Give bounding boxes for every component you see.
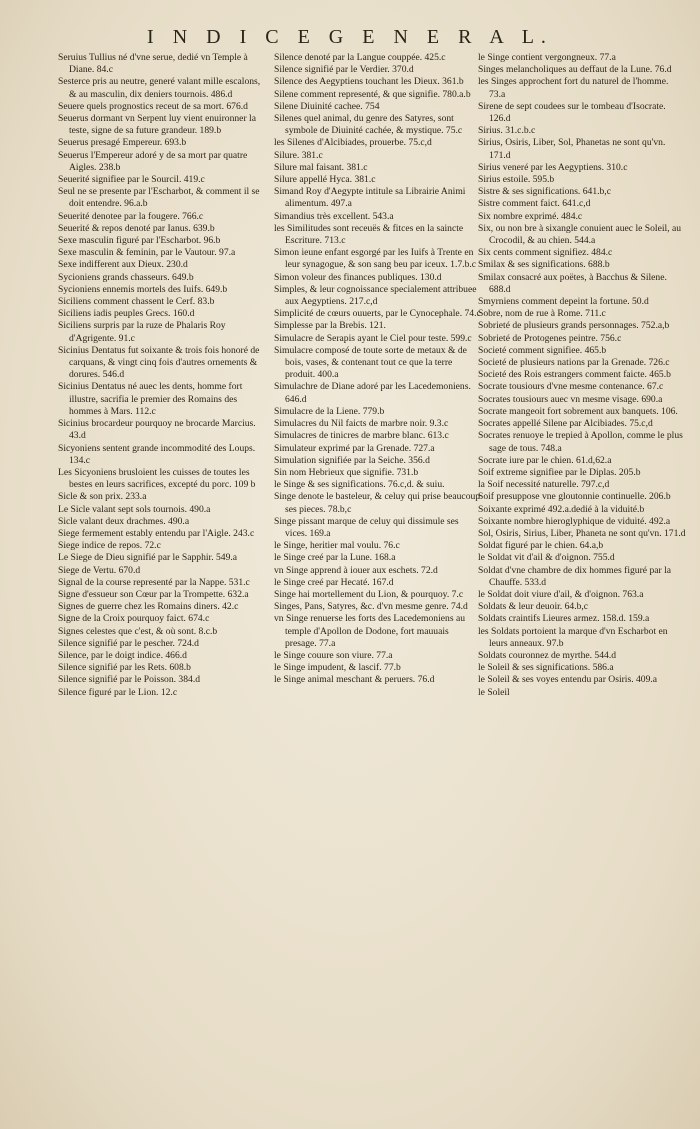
index-entry: Le Sicle valant sept sols tournois. 490.a [58, 503, 211, 515]
index-entry: Simand Roy d'Aegypte intitule sa Librairie Animi alimentum. 497.a [274, 186, 466, 210]
index-entry: le Singe creé par la Lune. 168.a [274, 552, 396, 564]
index-entry: le Singe impudent, & lascif. 77.b [274, 662, 401, 674]
index-entry: Simulacre de la Liene. 779.b [274, 405, 385, 417]
index-entry: Seul ne se presente par l'Escharbot, & comment il se doit entendre. 96.a.b [58, 186, 260, 210]
index-entry: Silene comment representé, & que signifie. 780.a.b [274, 88, 471, 100]
index-entry: Sobrieté de Protogenes peintre. 756.c [478, 332, 622, 344]
index-entry: Singe pissant marque de celuy qui dissimule ses vices. 169.a [274, 515, 459, 539]
index-entry: Smilax consacré aux poëtes, à Bacchus & Silene. 688.d [478, 271, 667, 295]
index-entry: le Singe animal meschant & peruers. 76.d [274, 674, 435, 686]
index-entry: la Soif necessité naturelle. 797.c,d [478, 479, 610, 491]
index-column-middle [274, 52, 482, 1112]
index-entry: Signes celestes que c'est, & où sont. 8.c.b [58, 625, 218, 637]
index-entry: Societé comment signifiee. 465.b [478, 344, 607, 356]
index-entry: Sistre & ses significations. 641.b,c [478, 186, 611, 198]
index-entry: Silence, par le doigt indice. 466.d [58, 649, 187, 661]
index-entry: Silure. 381.c [274, 149, 323, 161]
index-entry: Silence signifié par le pescher. 724.d [58, 637, 199, 649]
index-entry: Siciliens iadis peuples Grecs. 160.d [58, 308, 195, 320]
index-entry: Simandius très excellent. 543.a [274, 210, 394, 222]
index-entry: Seuerité signifiee par le Sourcil. 419.c [58, 174, 205, 186]
index-entry: Sicinius Dentatus né auec les dents, homme fort illustre, sacrifia le premier des Romains des hommes à Mars. 112.c [58, 381, 243, 417]
index-entry: Singes melancholiques au deffaut de la Lune. 76.d [478, 64, 672, 76]
index-entry: Signe de la Croix pourquoy faict. 674.c [58, 613, 210, 625]
index-entry: Societé de plusieurs nations par la Grenade. 726.c [478, 357, 670, 369]
index-entry: Silenes quel animal, du genre des Satyres, sont symbole de Diuinité cachée, & mystique. 75.c [274, 113, 463, 137]
index-entry: Seuerité & repos denoté par Ianus. 639.b [58, 222, 215, 234]
index-entry: Simulacre de Serapis ayant le Ciel pour teste. 599.c [274, 332, 472, 344]
index-entry: Soldats couronnez de myrthe. 544.d [478, 649, 617, 661]
index-entry: vn Singe renuerse les forts des Lacedemoniens au temple d'Apollon de Dodone, fort mauuais presage. 77.a [274, 613, 466, 649]
index-entry: Seuerus presagé Empereur. 693.b [58, 137, 187, 149]
index-entry: Soif presuppose vne gloutonnie continuelle. 206.b [478, 491, 671, 503]
index-entry: Sirius veneré par les Aegyptiens. 310.c [478, 161, 628, 173]
index-entry: Singe hai mortellement du Lion, & pourquoy. 7.c [274, 588, 464, 600]
index-entry: Siege fermement estably entendu par l'Aigle. 243.c [58, 527, 255, 539]
index-entry: Simulacres du Nil faicts de marbre noir. 9.3.c [274, 418, 449, 430]
index-entry: Simon voleur des finances publiques. 130.d [274, 271, 442, 283]
index-entry: Simulateur exprimé par la Grenade. 727.a [274, 442, 435, 454]
index-entry: Socrate iure par le chien. 61.d,62.a [478, 454, 612, 466]
index-entry: Soixante nombre hieroglyphique de viduité. 492.a [478, 515, 671, 527]
index-entry: Simon ieune enfant esgorgé par les Iuifs à Trente en leur synagogue, & son sang beu par iceux. 1.7.b.c [274, 247, 477, 271]
index-entry: Soldats & leur deuoir. 64.b,c [478, 601, 589, 613]
index-entry: Silene Diuinité cachee. 754 [274, 100, 380, 112]
index-entry: le Singe contient vergongneux. 77.a [478, 52, 616, 63]
index-entry: Seuere quels prognostics receut de sa mort. 676.d [58, 100, 248, 112]
index-entry: Le Siege de Dieu signifié par le Sapphir. 549.a [58, 552, 238, 564]
index-entry: Silence signifié par le Verdier. 370.d [274, 64, 414, 76]
index-entry: Seuerité denotee par la fougere. 766.c [58, 210, 204, 222]
index-entry: Soif extreme signifiee par le Diplas. 205.b [478, 466, 641, 478]
index-entry: les Silenes d'Alcibiades, prouerbe. 75.c,d [274, 137, 432, 149]
index-entry: le Soldat vit d'ail & d'oignon. 755.d [478, 552, 615, 564]
index-entry: Simulation signifiée par la Seiche. 356.d [274, 454, 430, 466]
index-entry: Sicle & son prix. 233.a [58, 491, 147, 503]
index-entry: le Soleil & ses voyes entendu par Osiris. 409.a [478, 674, 658, 686]
index-entry: Silence signifié par le Poisson. 384.d [58, 674, 201, 686]
index-entry: Socrate tousiours d'vne mesme contenance. 67.c [478, 381, 664, 393]
index-entry: Siege de Vertu. 670.d [58, 564, 141, 576]
index-entry: Soldat d'vne chambre de dix hommes figuré par la Chauffe. 533.d [478, 564, 672, 588]
index-entry: Simulacres de tinicres de marbre blanc. 613.c [274, 430, 449, 442]
index-entry: Simplicité de cœurs ouuerts, par le Cynocephale. 74.c [274, 308, 481, 320]
index-entry: Six cents comment signifiez. 484.c [478, 247, 613, 259]
index-entry: Singe denote le basteleur, & celuy qui prise beaucoup ses pieces. 78.b,c [274, 491, 481, 515]
index-entry: Sobrieté de plusieurs grands personnages. 752.a,b [478, 320, 670, 332]
index-entry: le Singe creé par Hecaté. 167.d [274, 576, 394, 588]
index-entry: Silure mal faisant. 381.c [274, 161, 368, 173]
index-entry: Sol, Osiris, Sirius, Liber, Phaneta ne sont qu'vn. 171.d [478, 527, 686, 539]
index-entry: Signal de la course representé par la Nappe. 531.c [58, 576, 250, 588]
index-entry: Sycioniens grands chasseurs. 649.b [58, 271, 194, 283]
index-entry: Sirius, Osiris, Liber, Sol, Phanetas ne sont qu'vn. 171.d [478, 137, 666, 161]
index-entry: Simulacre composé de toute sorte de metaux & de bois, vases, & contenant tout ce que la terre produit. 400.a [274, 344, 467, 381]
index-entry: Sirius. 31.c.b.c [478, 125, 536, 137]
index-entry: Simplesse par la Brebis. 121. [274, 320, 386, 332]
index-entry: Seruius Tullius né d'vne serue, dedié vn Temple à Diane. 84.c [58, 52, 248, 76]
index-entry: le Singe, heritier mal voulu. 76.c [274, 540, 400, 552]
index-entry: Socrates tousiours auec vn mesme visage. 690.a [478, 393, 663, 405]
index-entry: Silence figuré par le Lion. 12.c [58, 686, 178, 698]
index-entry: Soixante exprimé 492.a.dedié à la viduité.b [478, 503, 645, 515]
index-entry: Siege indice de repos. 72.c [58, 540, 161, 552]
index-entry: le Soldat doit viure d'ail, & d'oignon. 763.a [478, 588, 644, 600]
index-entry: Societé des Rois estrangers comment faicte. 465.b [478, 369, 671, 381]
index-entry: le Soleil & ses significations. 586.a [478, 662, 614, 674]
index-entry: Sycioniens ennemis mortels des Iuifs. 649.b [58, 283, 228, 295]
index-entry: Silence des Aegyptiens touchant les Dieux. 361.b [274, 76, 464, 88]
index-entry: Soldat figuré par le chien. 64.a,b [478, 540, 604, 552]
index-entry: Six nombre exprimé. 484.c [478, 210, 583, 222]
index-entry: le Singe & ses significations. 76.c,d. & suiu. [274, 479, 445, 491]
index-entry: Sexe masculin & feminin, par le Vautour. 97.a [58, 247, 236, 259]
index-entry: les Soldats portoient la marque d'vn Escharbot en leurs anneaux. 97.b [478, 625, 668, 649]
index-column-left [58, 52, 266, 1112]
index-entry: les Similitudes sont receuës & fitces en la saincte Escriture. 713.c [274, 222, 464, 247]
index-entry: Silence denoté par la Langue couppée. 425.c [274, 52, 446, 63]
index-entry: Signes de guerre chez les Romains diners. 42.c [58, 601, 239, 613]
index-entry: Socrates renuoye le trepied à Apollon, comme le plus sage de tous. 748.a [478, 430, 683, 454]
index-entry: Sirene de sept coudees sur le tombeau d'Isocrate. 126.d [478, 100, 666, 125]
index-entry: Siciliens comment chassent le Cerf. 83.b [58, 296, 215, 308]
index-entry: Sicle valant deux drachmes. 490.a [58, 515, 190, 527]
index-entry: Sicyoniens sentent grande incommodité des Loups. 134.c [58, 442, 256, 466]
index-entry: Sicinius Dentatus fut soixante & trois fois honoré de carquans, & vingt cinq fois d'autres ornements & dorures. 546.d [58, 344, 260, 381]
index-entry: Silure appellé Hyca. 381.c [274, 174, 376, 186]
index-entry: Sicinius brocardeur pourquoy ne brocarde Marcius. 43.d [58, 418, 256, 442]
index-entry: Seuerus l'Empereur adoré y de sa mort par quatre Aigles. 238.b [58, 149, 248, 173]
index-entry: le Soleil [478, 686, 510, 698]
index-entry: Silence signifié par les Rets. 608.b [58, 662, 191, 674]
index-entry: Siciliens surpris par la ruze de Phalaris Roy d'Agrigente. 91.c [58, 320, 226, 344]
index-column-right [478, 52, 686, 1112]
index-entry: le Singe couure son viure. 77.a [274, 649, 393, 661]
index-entry: Sesterce pris au neutre, generé valant mille escalons, & au masculin, dix deniers tournois. 486.d [58, 76, 261, 100]
index-entry: Smilax & ses significations. 688.b [478, 259, 610, 271]
index-entry: les Singes approchent fort du naturel de l'homme. 73.a [478, 76, 669, 100]
index-entry: Soldats craintifs Lieures armez. 158.d. 159.a [478, 613, 650, 625]
index-entry: Sobre, nom de rue à Rome. 711.c [478, 308, 606, 320]
index-entry: Sin nom Hebrieux que signifie. 731.b [274, 466, 419, 478]
index-entry: Sirius estoile. 595.b [478, 174, 555, 186]
index-entry: vn Singe apprend à iouer aux eschets. 72.d [274, 564, 438, 576]
index-entry: Socrates appellé Silene par Alcibiades. 75.c,d [478, 418, 653, 430]
index-entry: Seuerus dormant vn Serpent luy vient enuironner la teste, signe de sa future grandeur. 189.b [58, 113, 256, 137]
index-entry: Les Sicyoniens brusloient les cuisses de toutes les bestes en leurs sacrifices, excepté du porc. 109 b [58, 466, 256, 491]
index-entry: Signe d'essueur son Cœur par la Trompette. 632.a [58, 588, 249, 600]
index-entry: Sistre comment faict. 641.c,d [478, 198, 591, 210]
index-entry: Sexe indifferent aux Dieux. 230.d [58, 259, 188, 271]
index-entry: Sexe masculin figuré par l'Escharbot. 96.b [58, 235, 221, 247]
index-entry: Smyrniens comment depeint la fortune. 50.d [478, 296, 649, 308]
index-entry: Singes, Pans, Satyres, &c. d'vn mesme genre. 74.d [274, 601, 468, 613]
index-entry: Six, ou non bre à sixangle conuient auec le Soleil, au Crocodil, & au chien. 544.a [478, 222, 682, 247]
index-entry: Socrate mangeoit fort sobrement aux banquets. 106. [478, 405, 678, 417]
index-entry: Simulachre de Diane adoré par les Lacedemoniens. 646.d [274, 381, 471, 405]
running-head: I N D I C E G E N E R A L. [147, 26, 553, 48]
index-entry: Simples, & leur cognoissance specialement attribuee aux Aegyptiens. 217.c,d [274, 283, 477, 308]
